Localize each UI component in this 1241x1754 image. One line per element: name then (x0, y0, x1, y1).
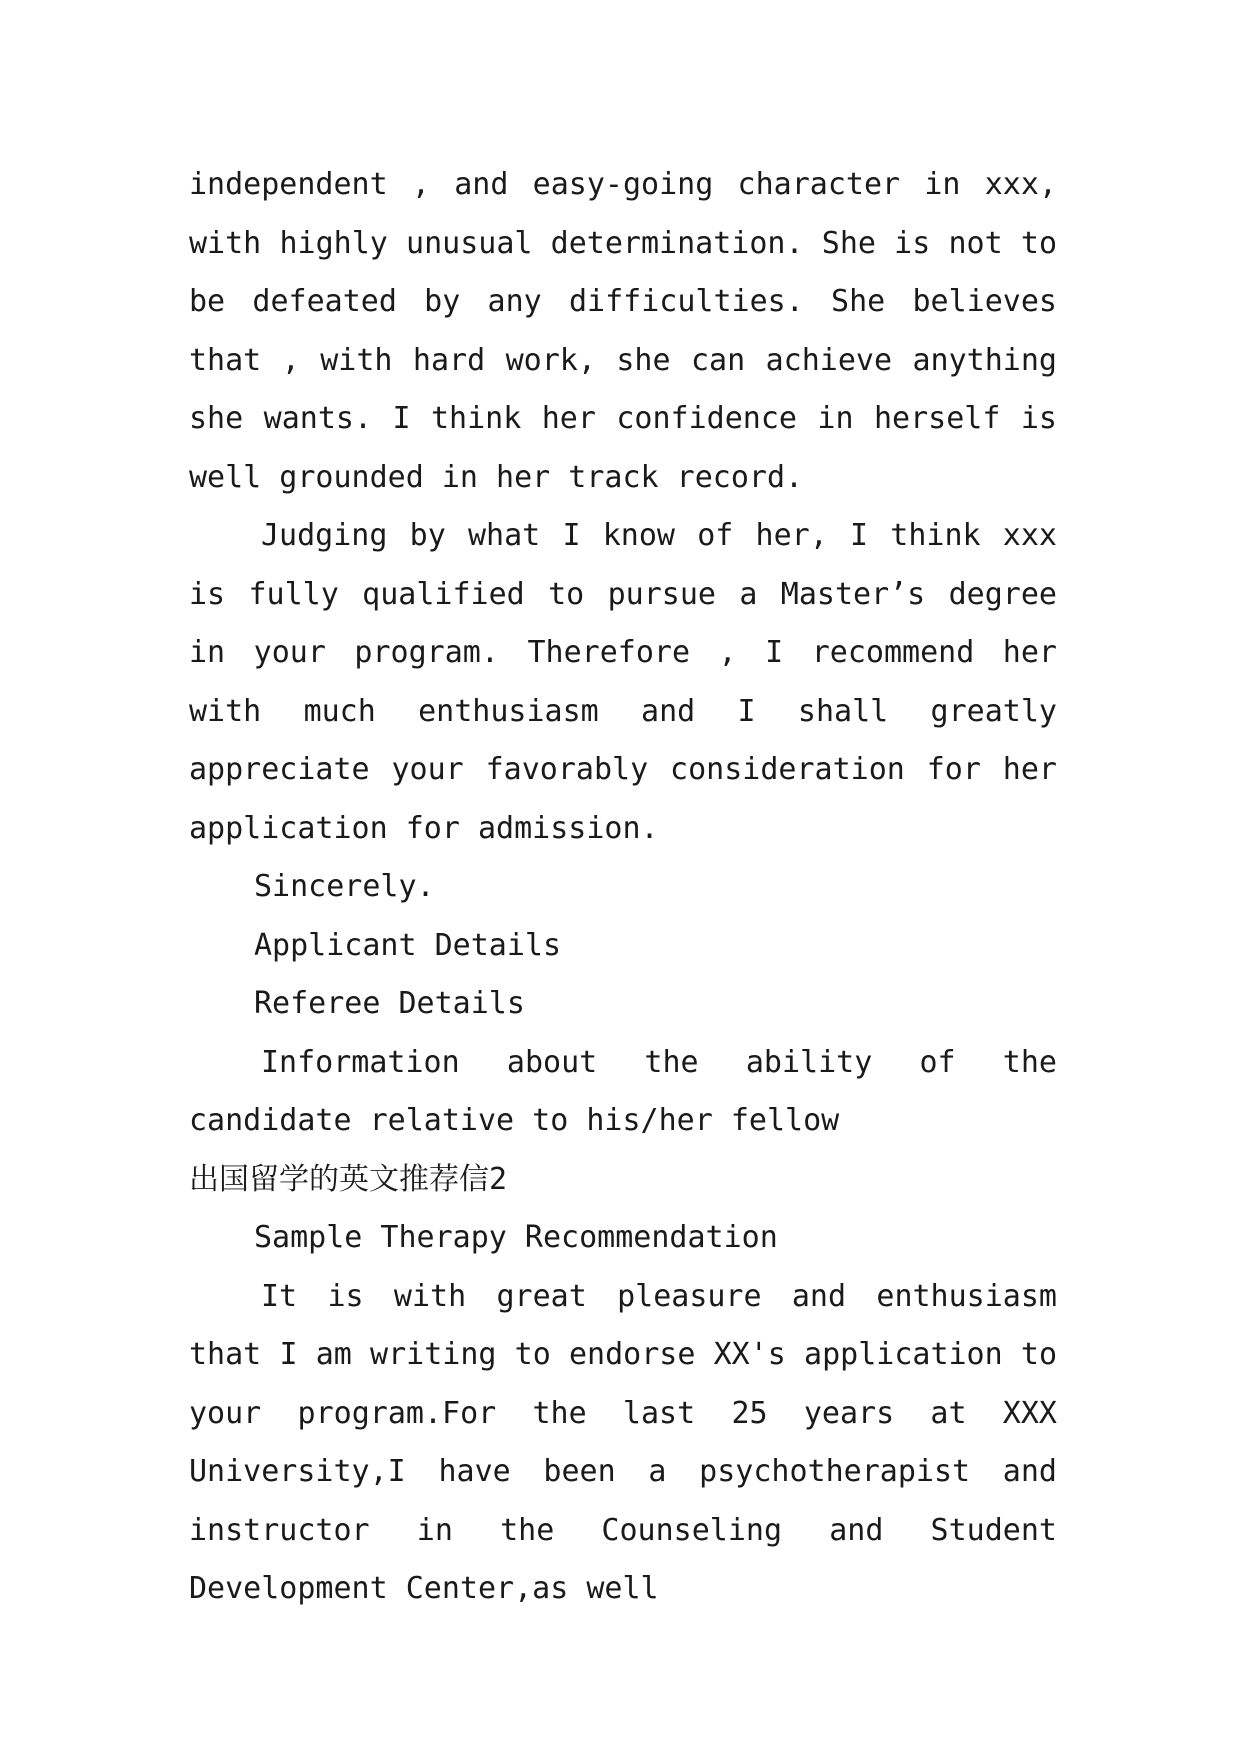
paragraph-endorsement: It is with great pleasure and enthusiasm that I am writing to endorse XX's application to your program.For the last 25 years at XXX University,I have been a psychotherapist and instructor in the Counseling and Student Development Center,as well (189, 1278, 1057, 1606)
applicant-details-label: Applicant Details (254, 927, 562, 963)
paragraph-character: independent , and easy-going character in xxx, with highly unusual determination. She is not to be defeated by any difficulties. She believes that , with hard work, she can achieve anything she wants. I think her confidence in herself is well grounded in her track record. (189, 167, 1057, 495)
paragraph-information: Information about the ability of the candidate relative to his/her fellow (189, 1044, 1057, 1138)
section-heading: 出国留学的英文推荐信2 (189, 1161, 508, 1197)
document-body (189, 156, 1057, 1619)
sample-title: Sample Therapy Recommendation (254, 1220, 778, 1255)
referee-details-label: Referee Details (254, 986, 525, 1021)
paragraph-judgment: Judging by what I know of her, I think xxx is fully qualified to pursue a Master’s degree in your program. Therefore , I recommend her with much enthusiasm and I shall greatly appreciate your favorably consideration for her application for admission. (189, 518, 1057, 846)
closing-line: Sincerely. (254, 869, 435, 904)
